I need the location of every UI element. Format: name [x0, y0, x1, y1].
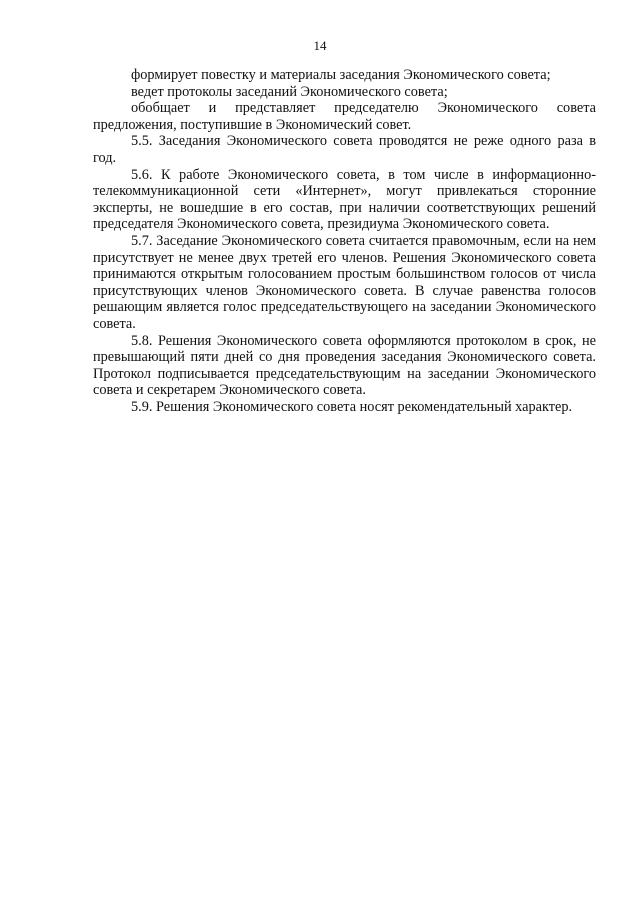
paragraph-agenda: формирует повестку и материалы заседания Экономического совета;	[131, 67, 551, 83]
paragraph-proposals: обобщает и представляет председателю Экономического совета предложения, поступившие в Экономический совет.	[93, 100, 596, 133]
paragraph-minutes: ведет протоколы заседаний Экономического совета;	[131, 83, 448, 100]
paragraph-5-9: 5.9. Решения Экономического совета носят рекомендательный характер.	[131, 398, 573, 415]
paragraph-5-8: 5.8. Решения Экономического совета оформляются протоколом в срок, не превышающий пяти дней со дня проведения заседания Экономического совета. Протокол подписывается председательствующим на заседании Экономического совета и секретарем Экономического совета.	[93, 332, 596, 399]
paragraph-5-7: 5.7. Заседание Экономического совета считается правомочным, если на нем присутствует не менее двух третей его членов. Решения Экономического совета принимаются открытым голосованием простым большинством голосов от числа присутствующих членов Экономического совета. В случае равенства голосов решающим является голос председательствующего на заседании Экономического совета.	[93, 232, 596, 332]
paragraph-5-6: 5.6. К работе Экономического совета, в том числе в информационно-телекоммуникационной сети «Интернет», могут привлекаться сторонние эксперты, не вошедшие в его состав, при наличии соответствующих решений председателя Экономического совета, президиума Экономического совета.	[93, 166, 596, 233]
page-number: 14	[313, 38, 327, 53]
paragraph-5-5: 5.5. Заседания Экономического совета проводятся не реже одного раза в год.	[93, 133, 596, 166]
document-body	[93, 67, 596, 415]
